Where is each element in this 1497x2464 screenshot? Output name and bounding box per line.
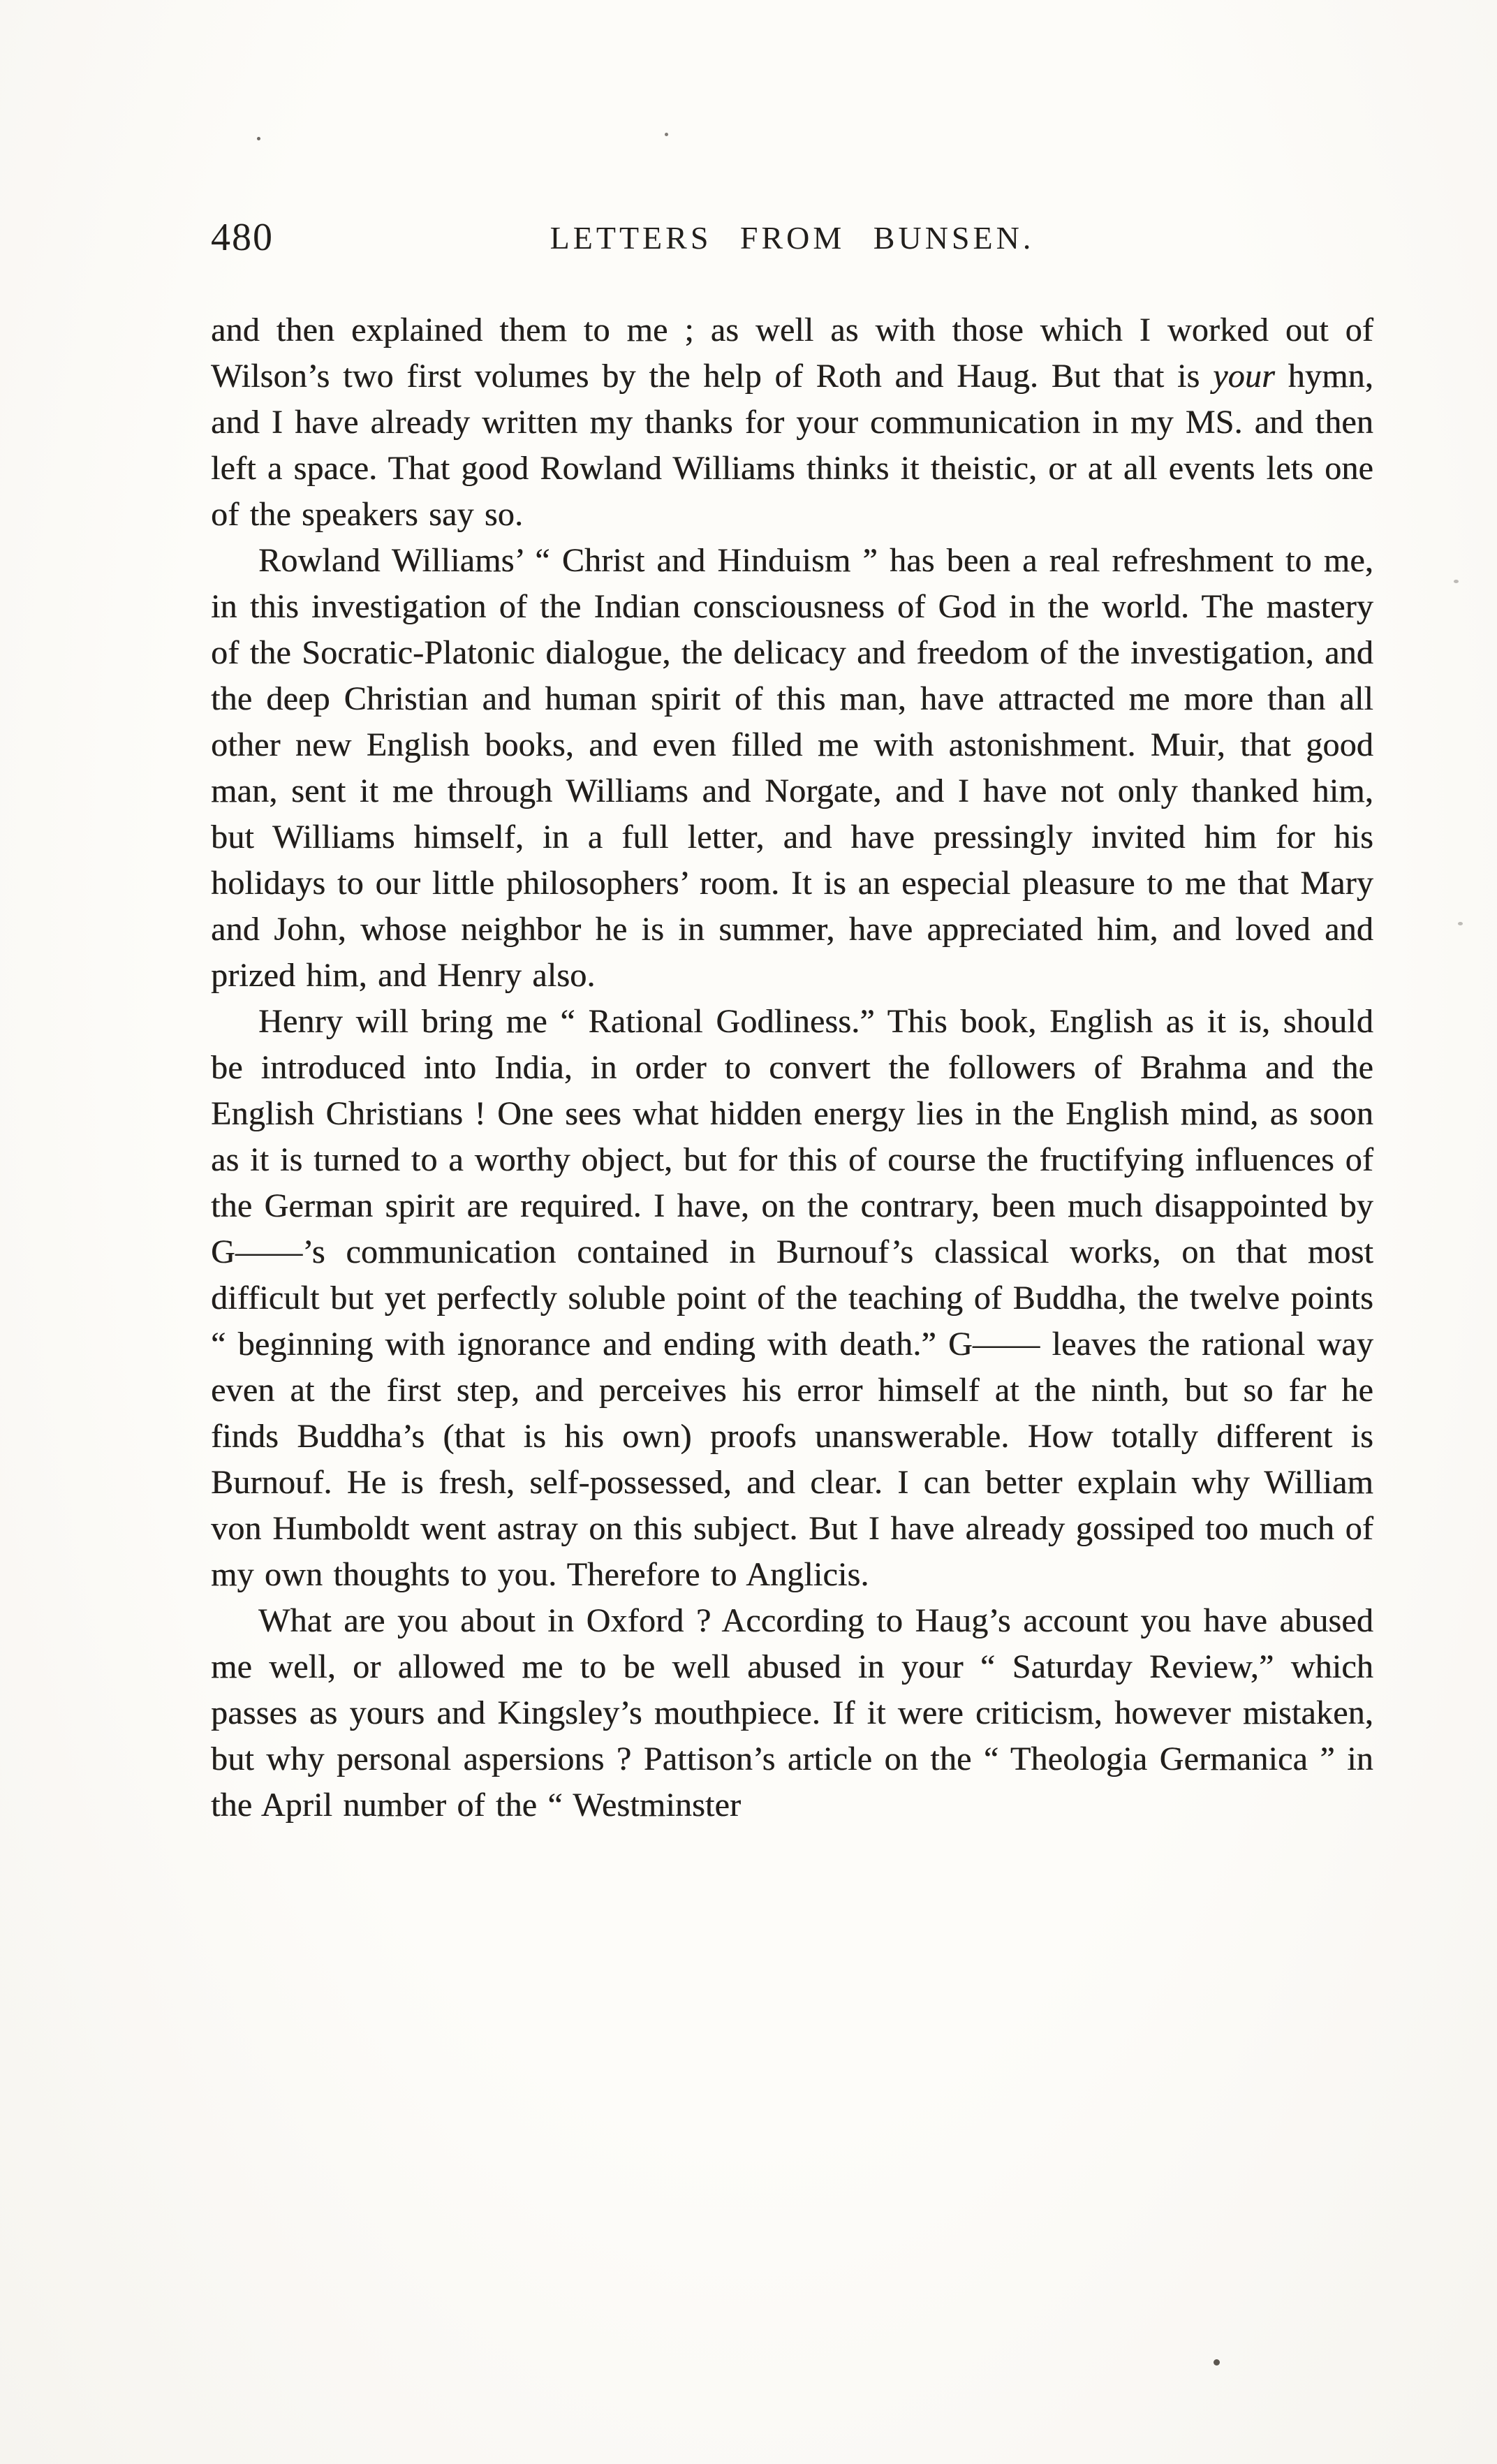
paragraph [211,307,1373,538]
paragraph-text: hymn, and I have already written my thanks for your communication in my MS. and then left a space. That good Rowland Williams thinks it theistic, or at all events lets one of the speakers say so. [211,358,1373,533]
paragraph: What are you about in Oxford ? According to Haug’s account you have abused me well, or allowed me to be well abused in your “ Saturday Review,” which passes as yours and Kingsley’s mouthpiece. If it were criticism, however mistaken, but why personal aspersions ? Pattison’s article on the “ Theologia Germanica ” in the April number of the “ Westminster [211,1602,1373,1824]
paragraph: Henry will bring me “ Rational Godliness.” This book, English as it is, should be introduced into India, in order to convert the followers of Brahma and the English Christians ! One sees what hidden energy lies in the English mind, as soon as it is turned to a worthy object, but for this of course the fructifying influences of the German spirit are required. I have, on the contrary, been much disappointed by G——’s communication contained in Burnouf’s classical works, on that most difficult but yet perfectly soluble point of the teaching of Buddha, the twelve points “ beginning with ignorance and ending with death.” G—— leaves the rational way even at the first step, and perceives his error himself at the ninth, but so far he finds Buddha’s (that is his own) proofs unanswerable. How totally different is Burnouf. He is fresh, self-possessed, and clear. I can better explain why William von Humboldt went astray on this subject. But I have already gossiped too much of my own thoughts to you. Therefore to Anglicis. [211,1003,1373,1593]
page-header [211,204,1373,257]
scan-speck [257,137,260,140]
page-number: 480 [211,216,274,259]
scan-speck [1458,922,1463,925]
scan-speck [665,133,668,136]
italic-word: your [1213,358,1275,395]
running-title: LETTERS FROM BUNSEN. [550,220,1035,256]
scan-speck [1454,580,1459,583]
letter-text [211,307,1373,1828]
paragraph: Rowland Williams’ “ Christ and Hinduism ” has been a real refreshment to me, in this investigation of the Indian consciousness of God in the world. The mastery of the Socratic-Platonic dialogue, the delicacy and freedom of the investigation, and the deep Christian and human spirit of this man, have attracted me more than all other new English books, and even filled me with astonishment. Muir, that good man, sent it me through Williams and Norgate, and I have not only thanked him, but Williams himself, in a full letter, and have pressingly invited him for his holidays to our little philosophers’ room. It is an especial pleasure to me that Mary and John, whose neighbor he is in summer, have appreciated him, and loved and prized him, and Henry also. [211,542,1373,994]
printed-dot [1214,2359,1220,2366]
paragraph-text: and then explained them to me ; as well as with those which I worked out of Wilson’s two first volumes by the help of Roth and Haug. But that is [211,311,1373,395]
